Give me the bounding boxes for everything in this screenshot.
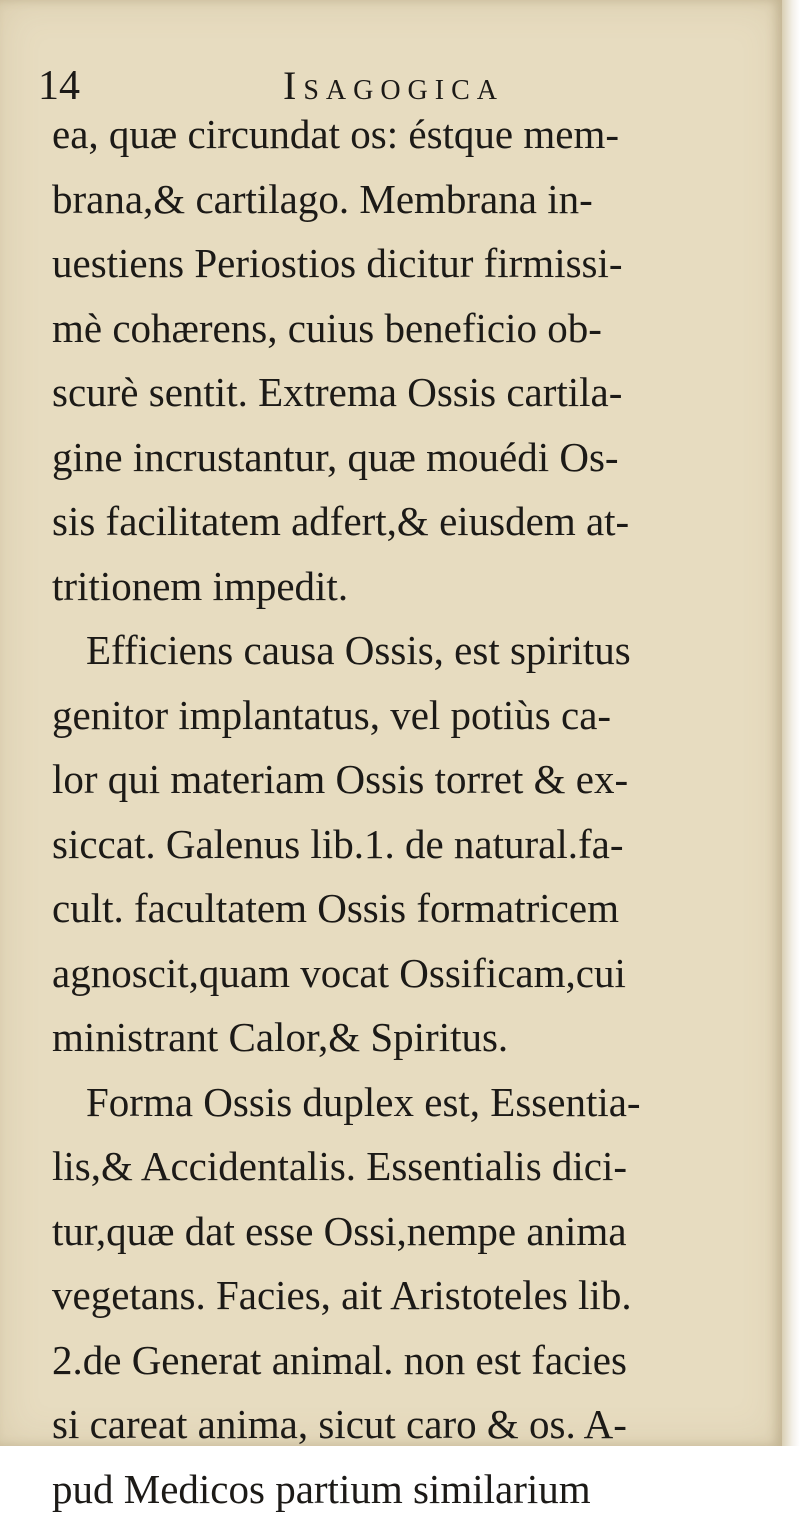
page-edge [782,0,800,1446]
text-line: tur,quæ dat esse Ossi,nempe anima [52,1199,712,1264]
text-line: lor qui materiam Ossis torret & ex- [52,747,712,812]
text-line: gine incrustantur, quæ mouédi Os- [52,425,712,490]
text-line: cult. facultatem Ossis formatricem [52,876,712,941]
text-line: tritionem impedit. [52,554,712,619]
text-line: ea, quæ circundat os: éstque mem- [52,102,712,167]
paragraph-first-line: Efficiens causa Ossis, est spiritus [52,618,712,683]
text-line: si careat anima, sicut caro & os. A- [52,1392,712,1457]
text-line: genitor implantatus, vel potiùs ca- [52,683,712,748]
text-line: brana,& cartilago. Membrana in- [52,167,712,232]
text-line: vegetans. Facies, ait Aristoteles lib. [52,1263,712,1328]
page-number: 14 [38,60,80,112]
text-line: ministrant Calor,& Spiritus. [52,1005,712,1070]
text-line: agnoscit,quam vocat Ossificam,cui [52,941,712,1006]
text-line: siccat. Galenus lib.1. de natural.fa- [52,812,712,877]
paragraph-first-line: Forma Ossis duplex est, Essentia- [52,1070,712,1135]
text-line: uestiens Periostios dicitur firmissi- [52,231,712,296]
text-line: lis,& Accidentalis. Essentialis dici- [52,1134,712,1199]
text-line: sis facilitatem adfert,& eiusdem at- [52,489,712,554]
text-line: mè cohærens, cuius beneficio ob- [52,296,712,361]
body-text [52,102,712,1521]
text-line: pud Medicos partium similarium [52,1457,712,1521]
running-head: Isagogica [283,60,504,112]
text-line: 2.de Generat animal. non est facies [52,1328,712,1393]
text-line: scurè sentit. Extrema Ossis cartila- [52,360,712,425]
